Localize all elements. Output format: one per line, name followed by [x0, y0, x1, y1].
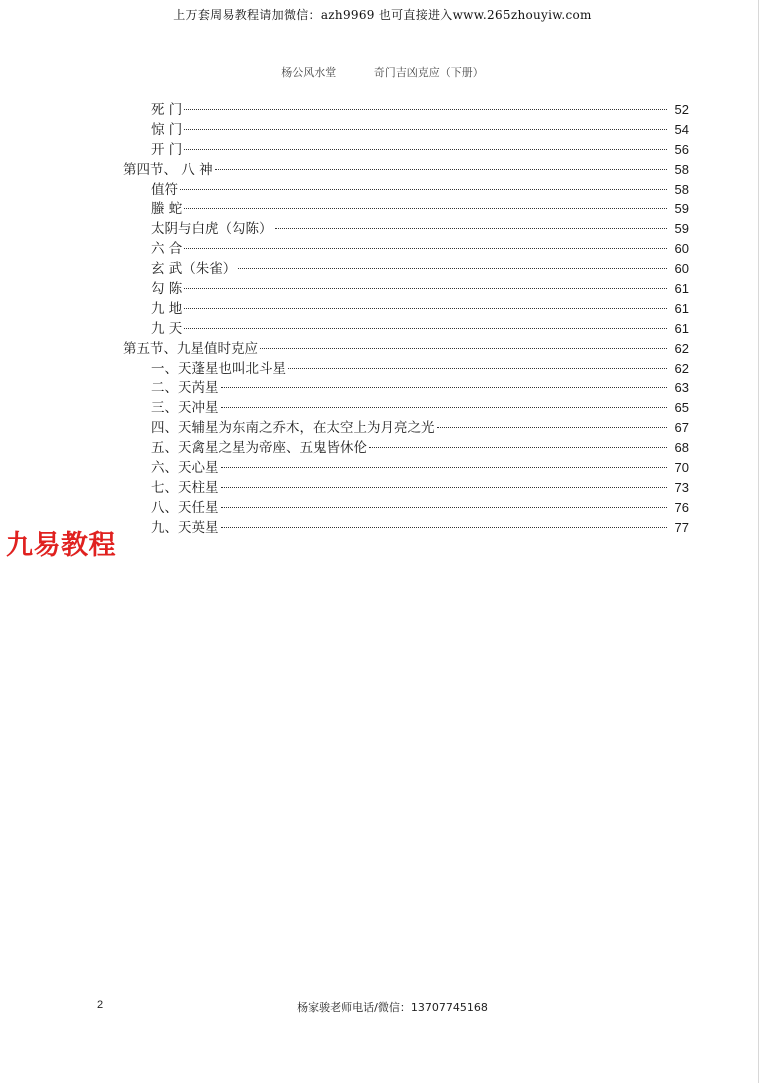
toc-entry[interactable] — [123, 418, 689, 438]
toc-entry-page: 65 — [674, 400, 689, 416]
toc-dot-leader — [180, 189, 667, 190]
page-edge-divider — [758, 0, 759, 1083]
toc-entry-page: 62 — [674, 360, 689, 376]
toc-entry-page: 56 — [674, 141, 689, 157]
toc-entry-page: 62 — [674, 340, 689, 356]
toc-entry[interactable] — [123, 160, 689, 180]
toc-dot-leader — [238, 268, 667, 269]
toc-entry-page: 61 — [674, 281, 689, 297]
toc-entry-page: 59 — [674, 221, 689, 237]
toc-entry-page: 58 — [674, 181, 689, 197]
toc-entry-title: 值符 — [151, 181, 178, 198]
toc-dot-leader — [184, 129, 667, 130]
toc-dot-leader — [369, 447, 667, 448]
toc-entry[interactable] — [123, 180, 689, 200]
toc-entry-title: 太阴与白虎（勾陈） — [151, 221, 273, 238]
toc-dot-leader — [184, 248, 667, 249]
toc-dot-leader — [221, 487, 668, 488]
toc-entry-page: 58 — [674, 161, 689, 177]
toc-dot-leader — [221, 407, 668, 408]
toc-entry-title: 六 合 — [151, 241, 183, 258]
toc-entry-page: 54 — [674, 121, 689, 137]
toc-entry-title: 九 地 — [151, 300, 183, 317]
toc-entry-title: 四、天辅星为东南之乔木，在太空上为月亮之光 — [151, 420, 435, 437]
toc-entry[interactable] — [123, 140, 689, 160]
toc-entry[interactable] — [123, 100, 689, 120]
toc-entry[interactable] — [123, 219, 689, 239]
toc-entry-page: 60 — [674, 241, 689, 257]
toc-entry[interactable] — [123, 518, 689, 538]
toc-dot-leader — [260, 348, 667, 349]
toc-entry-page: 52 — [674, 102, 689, 117]
toc-entry-page: 70 — [674, 460, 689, 476]
toc-entry[interactable] — [123, 199, 689, 219]
toc-entry-page: 68 — [674, 440, 689, 456]
toc-dot-leader — [221, 467, 668, 468]
toc-entry-title: 七、天柱星 — [151, 479, 219, 496]
watermark-logo: 九易教程 — [6, 530, 116, 561]
top-banner: 上万套周易教程请加微信：azh9969 也可直接进入www.265zhouyiw.com — [173, 8, 592, 22]
toc-dot-leader — [221, 507, 668, 508]
toc-entry[interactable] — [123, 438, 689, 458]
toc-dot-leader — [221, 527, 668, 528]
toc-dot-leader — [288, 368, 667, 369]
table-of-contents — [123, 100, 689, 538]
toc-entry-page: 63 — [674, 380, 689, 396]
toc-entry[interactable] — [123, 478, 689, 498]
toc-entry-title: 玄 武（朱雀） — [151, 261, 237, 278]
toc-entry[interactable] — [123, 359, 689, 379]
toc-entry-title: 勾 陈 — [151, 281, 183, 298]
header-publisher: 杨公风水堂 — [281, 66, 337, 79]
toc-entry-title: 六、天心星 — [151, 460, 219, 477]
toc-dot-leader — [215, 169, 667, 170]
toc-entry-title: 第五节、九星值时克应 — [123, 340, 258, 357]
toc-entry-title: 八、天任星 — [151, 499, 219, 516]
toc-dot-leader — [221, 387, 668, 388]
running-header — [0, 64, 765, 80]
toc-entry-page: 77 — [674, 519, 689, 535]
toc-dot-leader — [184, 208, 667, 209]
toc-entry-title: 死 门 — [151, 102, 183, 118]
toc-entry-title: 二、天芮星 — [151, 380, 219, 397]
toc-entry-page: 76 — [674, 499, 689, 515]
toc-dot-leader — [184, 308, 667, 309]
toc-entry[interactable] — [123, 458, 689, 478]
toc-entry-title: 五、天禽星之星为帝座、五鬼皆休伦 — [151, 440, 367, 457]
toc-entry-title: 三、天冲星 — [151, 400, 219, 417]
toc-entry[interactable] — [123, 378, 689, 398]
toc-entry[interactable] — [123, 299, 689, 319]
toc-entry[interactable] — [123, 279, 689, 299]
toc-entry[interactable] — [123, 319, 689, 339]
toc-entry[interactable] — [123, 339, 689, 359]
header-book-title: 奇门吉凶克应（下册） — [373, 66, 484, 79]
toc-entry-title: 螣 蛇 — [151, 201, 183, 218]
toc-entry[interactable] — [123, 398, 689, 418]
toc-entry-page: 61 — [674, 320, 689, 336]
toc-entry-page: 73 — [674, 479, 689, 495]
toc-entry-title: 惊 门 — [151, 121, 183, 138]
footer-page-number: 2 — [97, 999, 104, 1011]
footer-contact: 杨家骏老师电话/微信：13707745168 — [297, 1001, 488, 1014]
toc-entry[interactable] — [123, 498, 689, 518]
toc-entry-page: 67 — [674, 420, 689, 436]
toc-dot-leader — [184, 109, 667, 110]
toc-dot-leader — [184, 288, 667, 289]
toc-dot-leader — [184, 328, 667, 329]
toc-entry[interactable] — [123, 120, 689, 140]
toc-entry-title: 九、天英星 — [151, 519, 219, 536]
toc-entry-title: 九 天 — [151, 320, 183, 337]
toc-entry-page: 59 — [674, 201, 689, 217]
toc-entry-title: 开 门 — [151, 141, 183, 158]
toc-entry[interactable] — [123, 239, 689, 259]
toc-entry-page: 60 — [674, 261, 689, 277]
toc-dot-leader — [184, 149, 667, 150]
toc-entry-title: 第四节、 八 神 — [123, 161, 213, 178]
toc-dot-leader — [437, 427, 668, 428]
toc-entry-title: 一、天蓬星也叫北斗星 — [151, 360, 286, 377]
toc-dot-leader — [275, 228, 668, 229]
toc-entry-page: 61 — [674, 300, 689, 316]
toc-entry[interactable] — [123, 259, 689, 279]
